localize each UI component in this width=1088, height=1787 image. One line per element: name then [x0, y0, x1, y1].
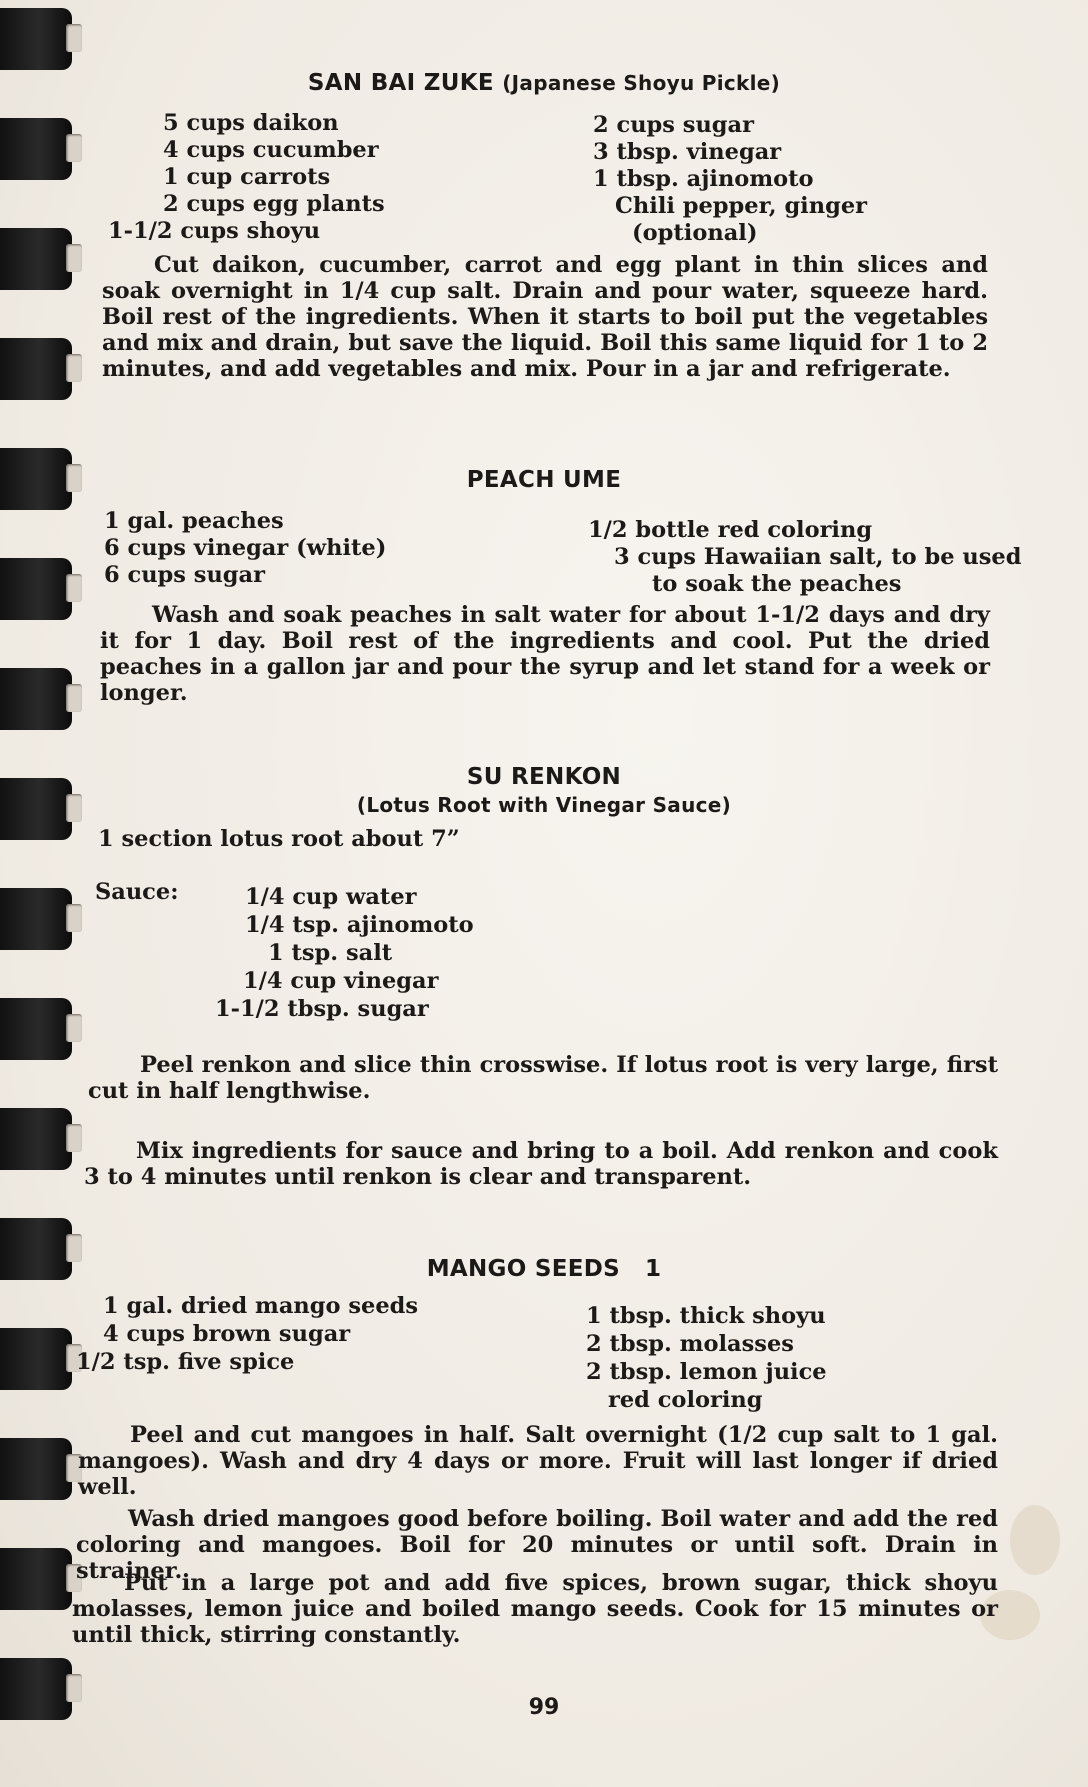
ingredient: 2 tbsp. molasses — [586, 1331, 794, 1357]
ingredient: 6 cups vinegar (white) — [104, 535, 387, 561]
recipe-title: SAN BAI ZUKE (Japanese Shoyu Pickle) — [307, 70, 781, 96]
ingredient: 2 tbsp. lemon juice — [586, 1359, 827, 1385]
ingredient: (optional) — [632, 220, 758, 246]
page-stain — [1010, 1505, 1060, 1575]
recipe-title: MANGO SEEDS 1 — [426, 1256, 662, 1282]
directions: Peel renkon and slice thin crosswise. If lotus root is very large, first cut in half lengthwise. — [88, 1052, 998, 1104]
ingredient: 3 tbsp. vinegar — [593, 139, 782, 165]
ingredient: 1 gal. dried mango seeds — [103, 1293, 419, 1319]
sauce-ingredient: 1/4 tsp. ajinomoto — [245, 912, 474, 938]
directions: Cut daikon, cucumber, carrot and egg plant in thin slices and soak overnight in 1/4 cup salt. Drain and pour water, squeeze hard. Boil rest of the ingredients. When it starts to boil put the vegetables and mix and drain, but save the liquid. Boil this same liquid for 1 to 2 minutes, and add vegetables and mix. Pour in a jar and refrigerate. — [102, 252, 988, 382]
directions: Wash and soak peaches in salt water for about 1-1/2 days and dry it for 1 day. Boil rest of the ingredients and cool. Put the dried peaches in a gallon jar and pour the syrup and let stand for a week or longer. — [100, 602, 990, 706]
ingredient: Chili pepper, ginger — [615, 193, 867, 219]
directions: Put in a large pot and add five spices, brown sugar, thick shoyu molasses, lemon juice and boiled mango seeds. Cook for 15 minutes or until thick, stirring constantly. — [72, 1570, 998, 1648]
directions: Peel and cut mangoes in half. Salt overnight (1/2 cup salt to 1 gal. mangoes). Wash and dry 4 days or more. Fruit will last longer if dried well. — [78, 1422, 998, 1500]
ingredient: to soak the peaches — [652, 571, 902, 597]
sauce-ingredient: 1/4 cup water — [245, 884, 417, 910]
ingredient: 2 cups sugar — [593, 112, 754, 138]
ingredient: 1/2 bottle red coloring — [588, 517, 873, 543]
ingredient: 3 cups Hawaiian salt, to be used — [614, 544, 1022, 570]
sauce-ingredient: 1 tsp. salt — [268, 940, 393, 966]
ingredient: 1 gal. peaches — [104, 508, 284, 534]
ingredient: 1 section lotus root about 7” — [98, 826, 460, 852]
ingredient: 1 tbsp. thick shoyu — [586, 1303, 826, 1329]
directions: Mix ingredients for sauce and bring to a boil. Add renkon and cook 3 to 4 minutes until renkon is clear and transparent. — [84, 1138, 998, 1190]
ingredient: 4 cups brown sugar — [103, 1321, 351, 1347]
ingredient: 1-1/2 cups shoyu — [108, 218, 321, 244]
sauce-ingredient: 1/4 cup vinegar — [243, 968, 439, 994]
directions: Wash dried mangoes good before boiling. Boil water and add the red coloring and mangoes. Boil for 20 minutes or until soft. Drain in strainer. — [76, 1506, 998, 1584]
ingredient: 1/2 tsp. five spice — [76, 1349, 295, 1375]
ingredient: 1 tbsp. ajinomoto — [593, 166, 814, 192]
ingredient: 5 cups daikon — [163, 110, 339, 136]
ingredient: 6 cups sugar — [104, 562, 265, 588]
recipe-title: PEACH UME — [466, 467, 622, 493]
ingredient: 2 cups egg plants — [163, 191, 385, 217]
page-number: 99 — [528, 1695, 560, 1720]
sauce-ingredient: 1-1/2 tbsp. sugar — [215, 996, 429, 1022]
ingredient: 4 cups cucumber — [163, 137, 379, 163]
recipe-title: SU RENKON — [466, 764, 622, 790]
sauce-label: Sauce: — [95, 879, 179, 905]
ingredient: red coloring — [608, 1387, 763, 1413]
recipe-subtitle: (Lotus Root with Vinegar Sauce) — [356, 793, 732, 817]
ingredient: 1 cup carrots — [163, 164, 331, 190]
